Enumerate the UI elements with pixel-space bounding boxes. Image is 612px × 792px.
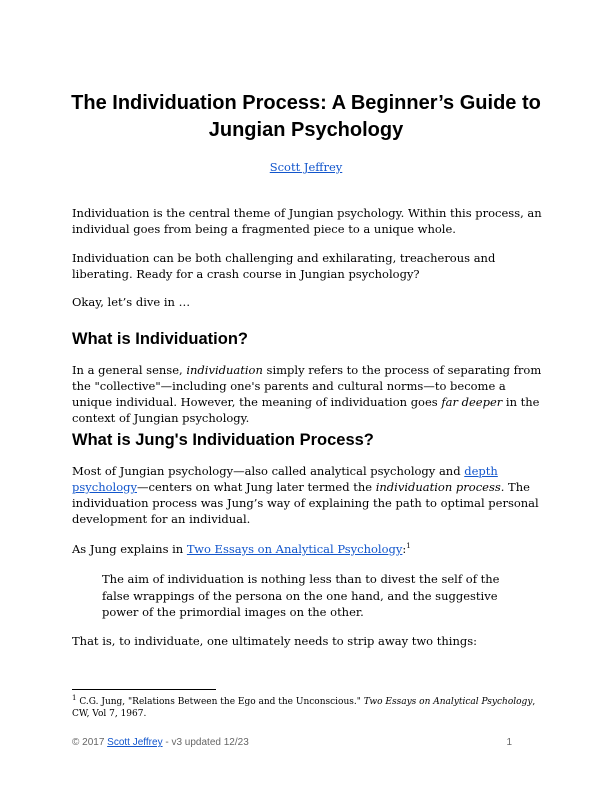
intro-paragraph-2 bbox=[72, 250, 542, 282]
paragraph-text bbox=[72, 541, 542, 557]
document-title: The Individuation Process: A Beginner’s Guide to Jungian Psychology bbox=[71, 92, 541, 141]
footnote bbox=[72, 696, 542, 720]
section-heading-what-is-individuation: What is Individuation? bbox=[72, 330, 248, 348]
footer-copyright: © 2017 bbox=[72, 737, 108, 748]
text-run: : bbox=[402, 542, 407, 556]
block-quote bbox=[102, 571, 502, 621]
section1-paragraph bbox=[72, 362, 542, 426]
section-heading-jungs-individuation-process: What is Jung's Individuation Process? bbox=[72, 431, 374, 449]
paragraph-text: Okay, let’s dive in … bbox=[72, 295, 191, 309]
emphasis-far-deeper: far deeper bbox=[441, 395, 503, 409]
intro-paragraph-1 bbox=[72, 205, 542, 237]
footer-author-link[interactable]: Scott Jeffrey bbox=[107, 737, 163, 748]
paragraph-text: Individuation is the central theme of Jungian psychology. Within this process, an individual goes from being a fragmented piece to a unique whole. bbox=[72, 206, 542, 236]
paragraph-text: Individuation can be both challenging and exhilarating, treacherous and liberating. Ready for a crash course in Jungian psychology? bbox=[72, 251, 496, 281]
two-essays-link[interactable]: Two Essays on Analytical Psychology bbox=[186, 542, 403, 556]
author-byline bbox=[0, 160, 612, 174]
text-run: Most of Jungian psychology—also called analytical psychology and bbox=[72, 464, 465, 478]
footnote-divider bbox=[72, 689, 216, 690]
depth-psychology-link[interactable]: depth psychology bbox=[72, 464, 498, 494]
footnote-number: 1 bbox=[72, 694, 77, 702]
page-footer bbox=[72, 737, 542, 748]
footnote-text: C.G. Jung, "Relations Between the Ego and the Unconscious." bbox=[76, 697, 364, 707]
text-run: In a general sense, bbox=[72, 363, 187, 377]
emphasis-individuation-process: individuation process. bbox=[375, 480, 505, 494]
emphasis-individuation: individuation bbox=[186, 363, 263, 377]
footnote-book-title: Two Essays on Analytical Psychology bbox=[363, 697, 533, 707]
intro-paragraph-3 bbox=[72, 294, 542, 310]
footnote-text-end: , CW, Vol 7, 1967. bbox=[72, 697, 536, 719]
footer-version: - v3 updated 12/23 bbox=[162, 737, 249, 748]
page-number: 1 bbox=[506, 737, 512, 748]
paragraph-text: That is, to individuate, one ultimately needs to strip away two things: bbox=[72, 634, 478, 648]
text-run: simply refers to the process of separating from the "collective"—including one's parents and cultural norms—to become a unique individual. However, the meaning of individuation goes bbox=[72, 363, 542, 409]
text-run: in the context of Jungian psychology. bbox=[72, 395, 540, 425]
section2-paragraph-2 bbox=[72, 541, 542, 557]
text-run: —centers on what Jung later termed the bbox=[137, 480, 376, 494]
paragraph-text bbox=[72, 463, 542, 527]
text-run: The individuation process was Jung’s way of explaining the path to optimal personal development for an individual. bbox=[72, 480, 539, 526]
author-link[interactable]: Scott Jeffrey bbox=[269, 160, 343, 174]
quote-text: The aim of individuation is nothing less than to divest the self of the false wrappings of the persona on the one hand, and the suggestive power of the primordial images on the other. bbox=[102, 572, 500, 619]
paragraph-text bbox=[72, 362, 542, 426]
section2-paragraph-1 bbox=[72, 463, 542, 527]
footnote-reference[interactable]: 1 bbox=[406, 542, 411, 551]
section2-paragraph-3 bbox=[72, 633, 542, 649]
text-run: As Jung explains in bbox=[72, 542, 187, 556]
